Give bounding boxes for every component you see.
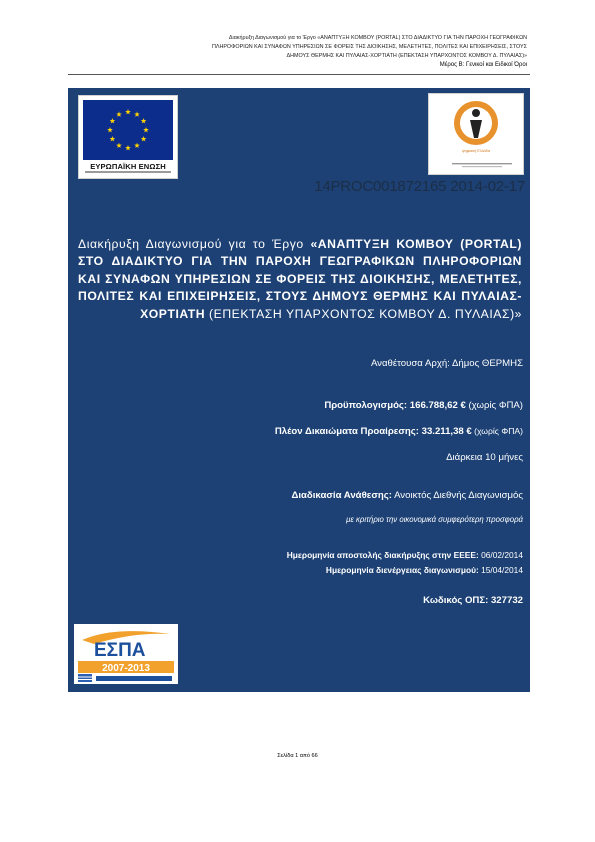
project-title [78,236,522,323]
procedure-label: Διαδικασία Ανάθεσης: [291,490,392,501]
header-line: ΠΛΗΡΟΦΟΡΙΩΝ ΚΑΙ ΣΥΝΑΦΩΝ ΥΠΗΡΕΣΙΩΝ ΣΕ ΦΟΡΕΙΣ ΤΗΣ ΔΙΟΙΚΗΣΗΣ, ΜΕΛΕΤΗΤΕΣ, ΠΟΛΙΤΕΣ ΚΑΙ ΕΠΙΧΕΙΡΗΣΕΙΣ, ΣΤΟΥΣ [211,43,527,50]
program-logo-text: ψηφιακή Ελλάδα [461,149,491,153]
header-line: Διακήρυξη Διαγωνισμού για το Έργο «ΑΝΑΠΤΥΞΗ ΚΟΜΒΟΥ (PORTAL) ΣΤΟ ΔΙΑΔΙΚΤΥΟ ΓΙΑ ΤΗΝ ΠΑΡΟΧΗ ΓΕΩΓΡΑΦΙΚΩΝ [228,35,527,41]
digital-greece-icon [452,98,500,148]
title-intro: Διακήρυξη Διαγωνισμού για το Έργο [78,237,311,251]
tender-date-line [103,565,523,575]
eu-flag-icon [83,100,173,160]
ops-code [103,595,523,606]
tender-date-value: 15/04/2014 [478,565,523,575]
title-extension: (ΕΠΕΚΤΑΣΗ ΥΠΑΡΧΟΝΤΟΣ ΚΟΜΒΟΥ Δ. ΠΥΛΑΙΑΣ)» [205,306,522,321]
eeee-date-line [103,550,523,560]
title-main: «ΑΝΑΠΤΥΞΗ ΚΟΜΒΟΥ (PORTAL) ΣΤΟ ΔΙΑΔΙΚΤΥΟ ΓΙΑ ΤΗΝ ΠΑΡΟΧΗ ΓΕΩΓΡΑΦΙΚΩΝ ΠΛΗΡΟΦΟΡΙΩΝ ΚΑΙ ΣΥΝΑΦΩΝ ΥΠΗΡΕΣΙΩΝ ΣΕ ΦΟΡΕΙΣ ΤΗΣ ΔΙΟΙΚΗΣΗΣ, ΜΕΛΕΤΗΤΕΣ, ΠΟΛΙΤΕΣ ΚΑΙ ΕΠΙΧΕΙΡΗΣΕΙΣ, ΣΤΟΥΣ ΔΗΜΟΥΣ ΘΕΡΜΗΣ ΚΑΙ ΠΥΛΑΙΑΣ-ΧΟΡΤΙΑΤΗ [78,237,522,321]
page-header [57,34,527,70]
options-label: Πλέον Δικαιώματα Προαίρεσης: [274,426,419,437]
budget-value: 166.788,62 € [407,400,466,411]
page-footer: Σελίδα 1 από 66 [277,753,318,759]
options-value: 33.211,38 € [418,426,472,437]
budget-line [103,400,523,411]
ops-code-text: Κωδικός ΟΠΣ: 327732 [423,595,523,606]
options-line [103,426,523,437]
options-note: (χωρίς ΦΠΑ) [471,426,523,436]
tender-date-label: Ημερομηνία διενέργειας διαγωνισμού: [325,565,479,575]
eeee-date-value: 06/02/2014 [478,550,523,560]
header-divider [68,74,530,75]
stamp-code: 14PROC001872165 2014-02-17 [314,178,525,195]
espa-logo-icon [74,624,178,684]
svg-text:2007-2013: 2007-2013 [102,663,150,674]
svg-text:ΕΣΠΑ: ΕΣΠΑ [94,640,146,661]
budget-label: Προϋπολογισμός: [324,400,408,411]
eeee-date-label: Ημερομηνία αποστολής διακήρυξης στην ΕΕΕΕ: [286,550,479,560]
eu-logo-label: ΕΥΡΩΠΑΪΚΗ ΕΝΩΣΗ [90,162,166,171]
section-label: Μέρος Β: Γενικοί και Ειδικοί Όροι [439,62,527,69]
eu-logo [78,95,178,179]
procedure-line [103,490,523,501]
eu-logo-subline [85,171,171,173]
duration: Διάρκεια 10 μήνες [446,452,523,463]
budget-note: (χωρίς ΦΠΑ) [465,400,523,411]
digital-greece-logo [428,93,524,175]
contracting-authority: Αναθέτουσα Αρχή: Δήμος ΘΕΡΜΗΣ [370,358,523,369]
espa-logo [74,624,178,684]
award-criterion: με κριτήριο την οικονομικά συμφερότερη προσφορά [346,515,523,524]
procedure-value: Ανοικτός Διεθνής Διαγωνισμός [391,490,523,501]
header-line: ΔΗΜΟΥΣ ΘΕΡΜΗΣ ΚΑΙ ΠΥΛΑΙΑΣ-ΧΟΡΤΙΑΤΗ (ΕΠΕΚΤΑΣΗ ΥΠΑΡΧΟΝΤΟΣ ΚΟΜΒΟΥ Δ. ΠΥΛΑΙΑΣ)» [286,52,527,59]
